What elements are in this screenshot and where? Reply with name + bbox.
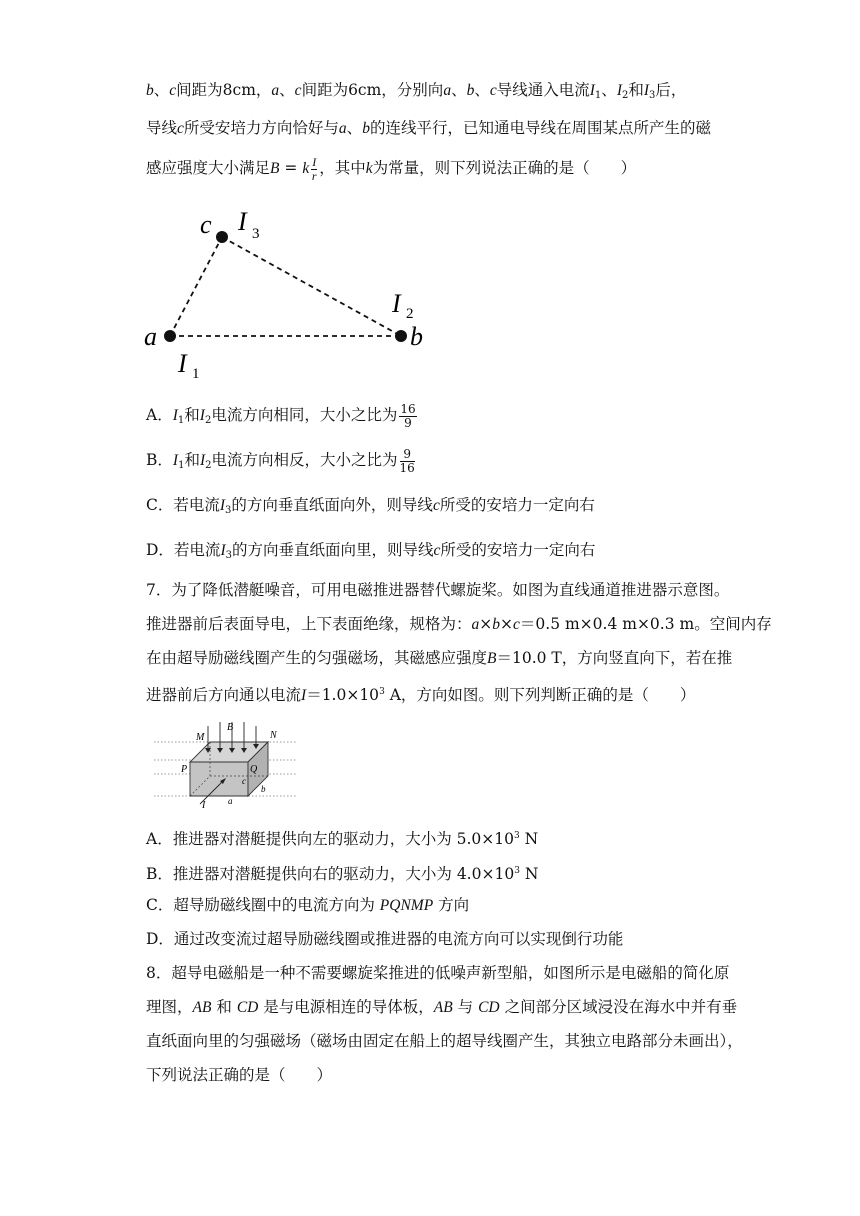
q6-stem-line-3: 感应强度大小满足B = k $\frac{I}{r}$ ，其中k为常量，则下列说法正确的是（ ） <box>146 154 637 183</box>
q6-stem-line-2: 导线c所受安培力方向恰好与a、b的连线平行，已知通电导线在周围某点所产生的磁 <box>146 119 711 137</box>
label-c: c <box>200 210 212 239</box>
formula-fraction: $\frac{I}{r}$ <box>311 154 317 183</box>
q7-stem-line-3: 在由超导励磁线圈产生的匀强磁场，其磁感应强度B＝10.0 T，方向竖直向下，若在推 <box>146 649 733 667</box>
wire-c-dot <box>216 231 228 243</box>
q7-stem-line-4: 进器前后方向通以电流$I=1.0\times 10^3$ A，方向如图。则下列判断正确的是（ ） <box>146 686 696 704</box>
label-b: b <box>410 322 423 351</box>
q8-stem-line-2: 理图，AB 和 CD 是与电源相连的导体板，AB 与 CD 之间部分区域浸没在海水中并有垂 <box>146 998 738 1016</box>
q7-option-a: A．推进器对潜艇提供向左的驱动力，大小为 $5.0\times 10^3$ N <box>146 830 539 848</box>
wire-a-dot <box>164 330 176 342</box>
q6-triangle-figure <box>140 200 440 385</box>
q8-stem-line-4: 下列说法正确的是（ ） <box>146 1066 333 1084</box>
label-I1-sub: 1 <box>192 366 200 382</box>
label-N: N <box>270 730 277 741</box>
label-I3: I <box>238 207 247 236</box>
q7-option-b: B．推进器对潜艇提供向右的驱动力，大小为 $4.0\times 10^3$ N <box>146 865 539 883</box>
wire-b-dot <box>395 330 407 342</box>
q6-stem-line-1: b、c间距为8cm，a、c间距为6cm，分别向a、b、c导线通入电流$I_1$、$I_2$和$I_3$后， <box>146 81 687 101</box>
label-b-dim: b <box>261 784 266 794</box>
q7-thruster-figure <box>150 718 300 808</box>
label-I: I <box>202 800 206 808</box>
label-M: M <box>196 732 205 743</box>
label-a: a <box>144 322 157 351</box>
q6-option-a: A．$I_1$和$I_2$电流方向相同，大小之比为 $\frac{16}{9}$ <box>146 401 416 430</box>
option-b-fraction: $\frac{9}{16}$ <box>399 446 415 475</box>
label-I1: I <box>178 349 187 378</box>
label-P: P <box>181 764 188 775</box>
q7-option-d: D．通过改变流过超导励磁线圈或推进器的电流方向可以实现倒行功能 <box>146 930 624 948</box>
label-I2-sub: 2 <box>406 306 414 322</box>
q6-option-c: C．若电流$I_3$的方向垂直纸面向外，则导线c所受的安培力一定向右 <box>146 496 595 516</box>
label-a-dim: a <box>228 796 233 806</box>
label-c-dim: c <box>242 776 246 786</box>
label-I3-sub: 3 <box>252 226 260 242</box>
q6-option-b: B．$I_1$和$I_2$电流方向相反，大小之比为 $\frac{9}{16}$ <box>146 446 415 475</box>
option-a-fraction: $\frac{16}{9}$ <box>400 401 416 430</box>
label-I2: I <box>392 289 401 318</box>
q8-stem-line-1: 8．超导电磁船是一种不需要螺旋桨推进的低噪声新型船，如图所示是电磁船的简化原 <box>146 964 730 982</box>
q6-option-d: D．若电流$I_3$的方向垂直纸面向里，则导线c所受的安培力一定向右 <box>146 541 596 561</box>
q8-stem-line-3: 直纸面向里的匀强磁场（磁场由固定在船上的超导线圈产生，其独立电路部分未画出）， <box>146 1032 743 1050</box>
label-B: B <box>227 722 234 733</box>
q7-stem-line-2: 推进器前后表面导电，上下表面绝缘，规格为：a×b×c＝0.5 m×0.4 m×0.3 m。空间内存 <box>146 615 772 633</box>
q7-stem-line-1: 7．为了降低潜艇噪音，可用电磁推进器替代螺旋桨。如图为直线通道推进器示意图。 <box>146 581 730 599</box>
q7-option-c: C．超导励磁线圈中的电流方向为 PQNMP 方向 <box>146 896 470 914</box>
label-Q: Q <box>250 764 258 775</box>
